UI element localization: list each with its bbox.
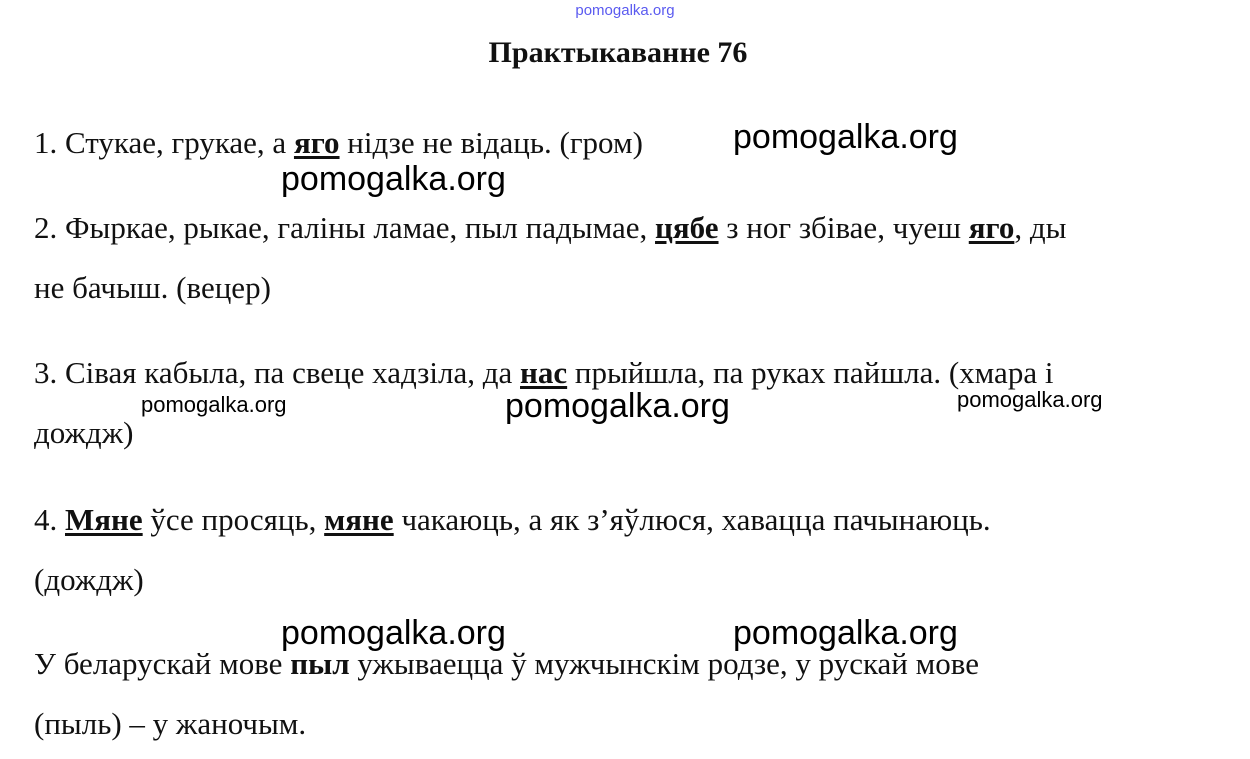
watermark: pomogalka.org xyxy=(281,614,506,652)
riddle-2-pronoun-1: цябе xyxy=(655,210,719,245)
riddle-4-line-1 xyxy=(34,504,991,535)
riddle-1-text-end: нідзе не відаць. (гром) xyxy=(339,125,643,160)
riddle-4-text-end: чакаюць, а як з’яўлюся, хавацца пачынаюць. xyxy=(393,502,991,537)
riddle-3-line-2: дождж) xyxy=(34,415,134,450)
note-text: У беларускай мове xyxy=(34,646,291,681)
riddle-3-text-end: прыйшла, па руках пайшла. (хмара і xyxy=(567,355,1054,390)
riddle-4-pronoun-1: Мяне xyxy=(65,502,143,537)
riddle-2-line-2: не бачыш. (вецер) xyxy=(34,270,271,305)
riddle-3-pronoun: нас xyxy=(520,355,568,390)
riddle-2-text-mid: з ног збівае, чуеш xyxy=(718,210,969,245)
note-text-end: ужываецца ў мужчынскім родзе, у рускай мове xyxy=(349,646,979,681)
riddle-1-pronoun: яго xyxy=(293,125,340,160)
riddle-3-line-1 xyxy=(34,357,1053,388)
watermark: pomogalka.org xyxy=(957,387,1103,412)
watermark: pomogalka.org xyxy=(505,387,730,425)
riddle-1-text: 1. Стукае, грукае, а xyxy=(34,125,294,160)
site-link[interactable]: pomogalka.org xyxy=(575,2,675,19)
riddle-4-text-mid: ўсе просяць, xyxy=(142,502,325,537)
watermark: pomogalka.org xyxy=(141,392,287,417)
riddle-4-text: 4. xyxy=(34,502,65,537)
riddle-4-line-2: (дождж) xyxy=(34,562,144,597)
watermark: pomogalka.org xyxy=(281,160,506,198)
note-word: пыл xyxy=(290,646,350,681)
riddle-3-text: 3. Сівая кабыла, па свеце хадзіла, да xyxy=(34,355,521,390)
riddle-2-line-1 xyxy=(34,212,1066,243)
note-line-1 xyxy=(34,648,979,679)
page-title: Практыкаванне 76 xyxy=(488,36,748,69)
riddle-2-text-end: , ды xyxy=(1014,210,1067,245)
riddle-4-pronoun-2: мяне xyxy=(324,502,394,537)
watermark: pomogalka.org xyxy=(733,614,958,652)
riddle-2-pronoun-2: яго xyxy=(968,210,1015,245)
riddle-2-text: 2. Фыркае, рыкае, галіны ламае, пыл падымае, xyxy=(34,210,656,245)
watermark: pomogalka.org xyxy=(733,118,958,156)
note-line-2: (пыль) – у жаночым. xyxy=(34,706,307,741)
riddle-1 xyxy=(34,127,643,158)
